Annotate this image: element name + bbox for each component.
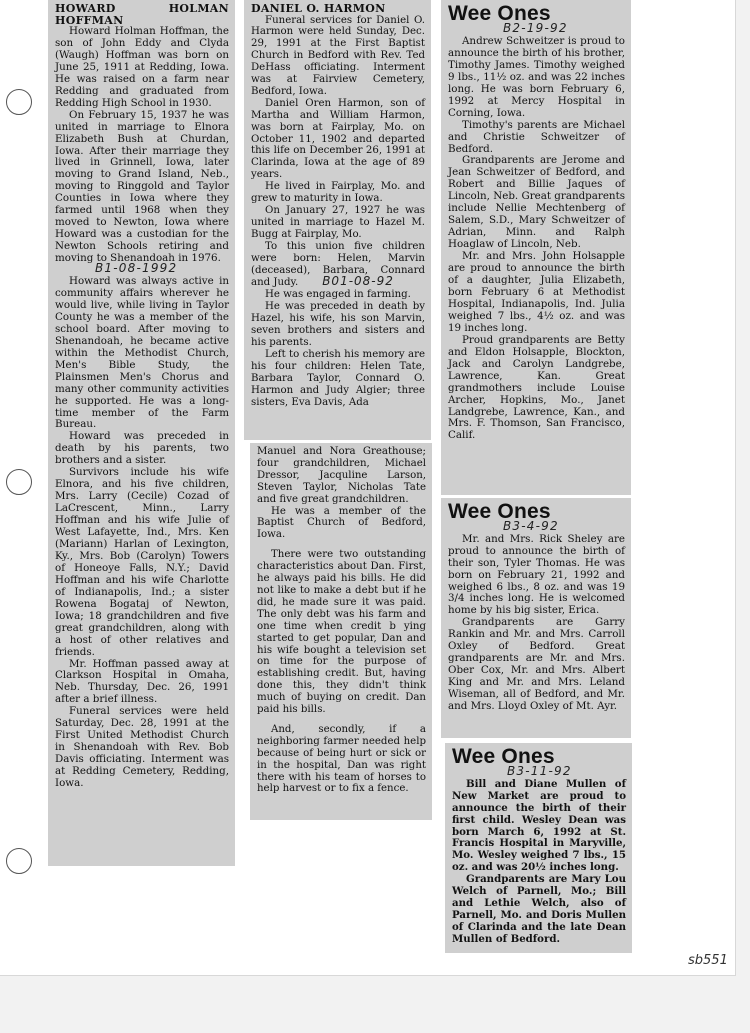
obituary-paragraph: Howard was preceded in death by his parents, two brothers and a sister. xyxy=(55,430,229,467)
punch-hole xyxy=(6,848,32,874)
handwritten-date: B3-4-92 xyxy=(503,519,559,533)
obituary-paragraph: He was a member of the Baptist Church of Bedford, Iowa. xyxy=(257,505,426,541)
obituary-paragraph: Funeral services were held Saturday, Dec. 28, 1991 at the First United Methodist Church in Shenandoah with Rev. Bob Davis officiating. Interment was at Redding Cemetery, Redding, Iowa. xyxy=(55,705,229,790)
obituary-harmon-continued xyxy=(250,443,432,820)
obituary-heading: HOWARD HOLMAN HOFFMAN xyxy=(55,2,229,27)
obituary-paragraph: And, secondly, if a neighboring farmer needed help because of being hurt or sick or in the hospital, Dan was right there with his team of horses to help harvest or to fix a fence. xyxy=(257,723,426,795)
obituary-paragraph: Howard was always active in community affairs wherever he would live, while living in Taylor County he was a member of the school board. After moving to Shenandoah, he became active within the Methodist Church, Men's Bible Study, the Plainsmen Men's Chorus and many other community activities he supported. He was a long-time member of the Farm Bureau. xyxy=(55,275,229,431)
obituary-heading: DANIEL O. HARMON xyxy=(251,2,386,15)
obituary-paragraph: Daniel Oren Harmon, son of Martha and William Harmon, was born at Fairplay, Mo. on October 11, 1902 and departed this life on December 26, 1991 at Clarinda, Iowa at the age of 89 years. xyxy=(251,97,425,181)
obituary-paragraph: On January 27, 1927 he was united in marriage to Hazel M. Bugg at Fairplay, Mo. xyxy=(251,205,425,240)
obituary-paragraph: Mr. Hoffman passed away at Clarkson Hospital in Omaha, Neb. Thursday, Dec. 26, 1991 after a brief illness. xyxy=(55,657,229,706)
birth-announcement: Mr. and Mrs. John Holsapple are proud to announce the birth of a daughter, Julia Elizabeth, born February 6 at Methodist Hospital, Indianapolis, Ind. Julia weighed 7 lbs., 4½ oz. and was 19 inches long. xyxy=(448,250,625,334)
obituary-paragraph: He was engaged in farming. xyxy=(265,289,411,301)
birth-announcement: Grandparents are Mary Lou Welch of Parnell, Mo.; Bill and Lethie Welch, also of Parnell, Mo. and Doris Mullen of Clarinda and the late Dean Mullen of Bedford. xyxy=(452,873,626,945)
obituary-paragraph: Funeral services for Daniel O. Harmon were held Sunday, Dec. 29, 1991 at the First Baptist Church in Bedford with Rev. Ted DeHass officiating. Interment was at Fairview Cemetery, Bedford, Iowa. xyxy=(251,14,425,97)
obituary-paragraph: There were two outstanding characteristics about Dan. First, he always paid his bills. He did not like to make a debt but if he did, he made sure it was paid. The only debt was his farm and one time when credit b ying started to get popular, Dan and his wife bought a television set on time for the purpose of establishing credit. But, having done this, they didn't think much of buying on credit. Dan paid his bills. xyxy=(257,549,426,716)
wee-ones-clipping-3 xyxy=(445,743,632,953)
obituary-paragraph: Survivors include his wife Elnora, and his five children, Mrs. Larry (Cecile) Cozad of LaCrescent, Minn., Larry Hoffman and his wife Julie of West Lafayette, Ind., Mrs. Ken (Mariann) Harlan of Lexington, Ky., Mrs. Bob (Carolyn) Towers of Honeoye Falls, N.Y.; David Hoffman and his wife Charlotte of Indianapolis, Ind.; a sister Rowena Bogataj of Newton, Iowa; 18 grandchildren and five great grandchildren, along with a host of other relatives and friends. xyxy=(55,466,229,658)
punch-hole xyxy=(6,469,32,495)
obituary-paragraph: Howard Holman Hoffman, the son of John Eddy and Clyda (Waugh) Hoffman was born on June 25, 1911 at Redding, Iowa. He was raised on a farm near Redding and graduated from Redding High School in 1930. xyxy=(55,25,229,109)
obituary-paragraph: He lived in Fairplay, Mo. and grew to maturity in Iowa. xyxy=(251,181,425,205)
wee-ones-clipping-1 xyxy=(441,0,631,495)
wee-ones-heading: Wee Ones xyxy=(448,2,551,25)
wee-ones-heading: Wee Ones xyxy=(452,745,555,768)
handwritten-date: B3-11-92 xyxy=(507,764,572,778)
birth-announcement: Bill and Diane Mullen of New Market are proud to announce the birth of their first child. Wesley Dean was born March 6, 1992 at St. Francis Hospital in Maryville, Mo. Wesley weighed 7 lbs., 15 oz. and was 20½ inches long. xyxy=(452,777,626,874)
obituary-paragraph: Manuel and Nora Greathouse; four grandchildren, Michael Dressor, Jacquline Larson, Steven Taylor, Nicholas Tate and five great grandchildren. xyxy=(257,446,426,505)
handwritten-date: B01-08-92 xyxy=(322,274,394,289)
birth-announcement: Timothy's parents are Michael and Christie Schweitzer of Bedford. xyxy=(448,118,625,155)
handwritten-date: B2-19-92 xyxy=(503,21,568,35)
obituary-paragraph: Left to cherish his memory are his four children: Helen Tate, Barbara Taylor, Connard O. Harmon and Judy Algier; three sisters, Eva Davis, Ada xyxy=(251,348,425,408)
obituary-paragraph: He was preceded in death by Hazel, his wife, his son Marvin, seven brothers and sisters and his parents. xyxy=(251,301,425,348)
obituary-harmon xyxy=(244,0,431,440)
handwritten-date: B1-08-1992 xyxy=(95,261,178,276)
birth-announcement: Andrew Schweitzer is proud to announce the birth of his brother, Timothy James. Timothy weighed 9 lbs., 11½ oz. and was 22 inches long. He was born February 6, 1992 at Mercy Hospital in Corning, Iowa. xyxy=(448,34,625,119)
birth-announcement: Grandparents are Garry Rankin and Mr. and Mrs. Carroll Oxley of Bedford. Great grandparents are Mr. and Mrs. Ober Cox, Mr. and Mrs. Albert King and Mr. and Mrs. Leland Wiseman, all of Bedford, and Mr. and Mrs. Lloyd Oxley of Mt. Ayr. xyxy=(448,616,625,712)
page-signature: sb551 xyxy=(688,953,728,968)
punch-hole xyxy=(6,89,32,115)
obituary-hoffman xyxy=(48,0,235,866)
birth-announcement: Grandparents are Jerome and Jean Schweitzer of Bedford, and Robert and Billie Jaques of Lincoln, Neb. Great grandparents include Nellie Mechtenberg of Salem, S.D., Mary Schweitzer of Adrian, Minn. and Ralph Hoaglaw of Lincoln, Neb. xyxy=(448,154,625,251)
wee-ones-heading: Wee Ones xyxy=(448,500,551,523)
obituary-text: To this union five children were born: Helen, Marvin (deceased), Barbara, Connard and Judy. xyxy=(251,240,425,289)
obituary-paragraph xyxy=(251,241,425,290)
wee-ones-clipping-2 xyxy=(441,498,631,738)
birth-announcement: Mr. and Mrs. Rick Sheley are proud to announce the birth of their son, Tyler Thomas. He was born on February 21, 1992 and weighed 6 lbs., 8 oz. and was 19 3/4 inches long. He is welcomed home by his big sister, Erica. xyxy=(448,532,625,617)
obituary-paragraph: On February 15, 1937 he was united in marriage to Elnora Elizabeth Bush at Churdan, Iowa. After their marriage they lived in Grinnell, Iowa, later moving to Grand Island, Neb., moving to Ringgold and Taylor Counties in Iowa where they farmed until 1968 when they moved to Newton, Iowa where Howard was a custodian for the Newton Schools retiring and moving to Shenandoah in 1976. xyxy=(55,108,229,265)
birth-announcement: Proud grandparents are Betty and Eldon Holsapple, Blockton, Jack and Carolyn Landgrebe, Lawrence, Kan. Great grandmothers include Louise Archer, Hopkins, Mo., Janet Landgrebe, Lawrence, Kan., and Mrs. F. Thomson, San Francisco, Calif. xyxy=(448,333,625,442)
